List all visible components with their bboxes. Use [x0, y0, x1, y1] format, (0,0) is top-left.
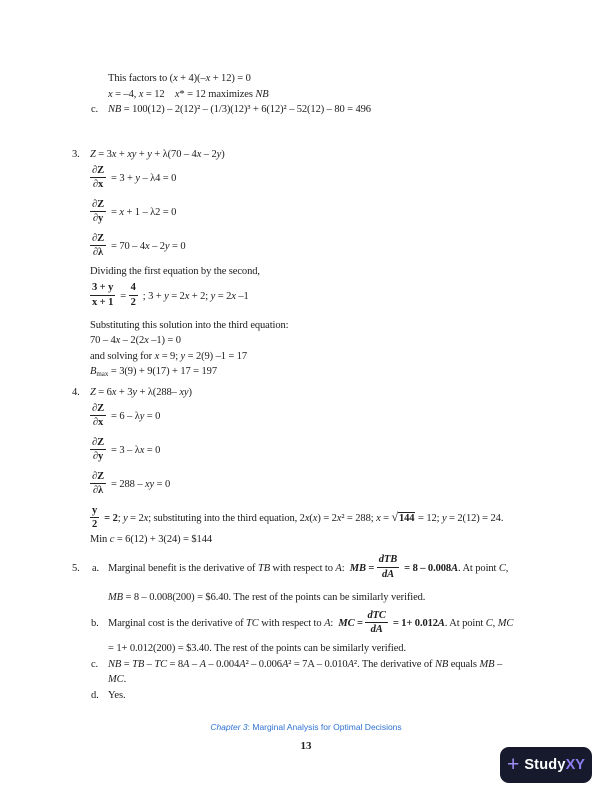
text-run: NB: [255, 88, 269, 100]
text-run: xy: [179, 386, 189, 398]
text-run: =: [404, 562, 413, 574]
text-run: x: [376, 513, 381, 524]
text-run: max: [96, 370, 109, 378]
fraction: $\frac{\partial Z}{\partial y}$: [92, 436, 104, 463]
text-run: ² = 288;: [341, 513, 377, 524]
text-run: ; 3 +: [142, 290, 165, 302]
text-run: y: [139, 411, 145, 422]
line-3-dzdx: [90, 162, 612, 196]
line-3-dzdy: [90, 196, 612, 230]
text-run: + 2;: [189, 290, 211, 302]
text-run: :: [341, 562, 350, 574]
line-4-solve: [90, 502, 612, 532]
fraction: $\frac{3 + y}{x + 1}$: [92, 282, 114, 308]
text-run: (: [309, 513, 313, 524]
text-run: = 0: [144, 411, 161, 422]
fraction: $\frac{\partial Z}{\partial x}$: [92, 164, 104, 191]
text-run: y: [147, 148, 152, 160]
footer-chapter-italic: Chapter 3: [210, 722, 248, 732]
text-run: :: [330, 618, 339, 629]
line-roots: [108, 87, 612, 103]
text-run: Marginal benefit is the derivative of: [108, 562, 258, 574]
text-run: +: [136, 148, 148, 160]
text-run: = 70 – 4: [111, 241, 145, 252]
line-4-dzdx: [90, 400, 612, 434]
text-run: = 6: [95, 386, 112, 398]
text-run: =: [120, 290, 129, 302]
text-run: =: [392, 618, 402, 629]
line-3: [72, 147, 612, 163]
line-3-dzdl: [90, 230, 612, 264]
line-5c: [91, 657, 612, 673]
line-3-bmax: [90, 364, 612, 383]
text-run: ; substituting into the third equation, 2: [148, 513, 305, 524]
text-run: Marginal cost is the derivative of: [108, 618, 247, 629]
text-run: A: [437, 618, 445, 629]
text-run: TB: [132, 658, 145, 670]
text-run: B: [90, 366, 97, 377]
text-run: = 0: [144, 445, 161, 456]
text-run: =: [121, 658, 133, 670]
text-run: ) = 2: [317, 513, 337, 524]
text-run: + 12) = 0: [210, 73, 251, 84]
text-run: y: [164, 290, 169, 302]
sqrt-expression: √144: [391, 510, 415, 524]
text-run: ,: [492, 618, 498, 629]
text-run: MB: [479, 658, 495, 670]
text-run: and solving for: [90, 350, 155, 362]
line-2c: [91, 102, 612, 118]
text-run: x: [205, 73, 211, 84]
logo-word-study: Study: [524, 757, 566, 773]
line-3-divide: [90, 264, 612, 280]
text-run: A: [324, 618, 331, 629]
text-run: = 8: [167, 658, 184, 670]
text-run: MC: [497, 618, 514, 629]
text-run: –: [189, 658, 200, 670]
text-run: = 3 +: [111, 173, 136, 184]
text-run: xy: [145, 479, 155, 490]
line-3-subst: [90, 318, 612, 334]
text-run: = 3: [95, 148, 112, 160]
line-5a: [72, 550, 612, 588]
text-run: c: [109, 534, 115, 545]
text-run: A: [281, 658, 289, 670]
text-run: –1: [235, 290, 249, 302]
text-run: A: [183, 658, 190, 670]
text-run: – 0.004: [205, 658, 240, 670]
text-run: A: [199, 658, 206, 670]
line-factors: [108, 71, 612, 87]
item-label: c.: [91, 658, 99, 670]
text-run: x: [144, 335, 149, 346]
text-run: = 1+ 0.012(200) = $3.40. The rest of the points can be similarly verified.: [108, 643, 406, 654]
text-run: y: [123, 513, 128, 524]
text-run: =: [380, 513, 392, 524]
text-run: y: [441, 513, 447, 524]
text-run: x: [174, 88, 180, 100]
text-run: x: [115, 335, 121, 346]
text-run: TB: [257, 562, 271, 574]
text-run: x: [111, 148, 117, 160]
text-run: 1+ 0.012: [401, 618, 438, 629]
text-run: – λ4 = 0: [139, 173, 177, 184]
text-run: + λ(288–: [136, 386, 180, 398]
text-run: = 6(12) + 3(24) = $144: [114, 534, 212, 545]
text-run: ² – 0.006: [245, 658, 282, 670]
text-run: NB: [108, 104, 122, 115]
text-run: x: [145, 241, 150, 252]
text-run: Yes.: [108, 689, 126, 701]
text-run: = 2(9) –1 = 17: [185, 350, 248, 362]
text-run: x: [304, 513, 310, 524]
text-run: x: [173, 73, 178, 84]
text-run: MC: [338, 618, 355, 629]
line-5b-cont: [108, 641, 612, 657]
item-label: 3.: [72, 148, 80, 160]
text-run: y: [132, 386, 137, 398]
text-run: TC: [154, 658, 168, 670]
item-label: c.: [91, 104, 99, 115]
text-run: = 8 – 0.008(200) = $6.40. The rest of the points can be similarly verified.: [122, 591, 426, 603]
text-run: – 2: [149, 241, 165, 252]
text-run: –: [144, 658, 155, 670]
plus-icon: +: [507, 752, 520, 776]
text-run: 70 – 4: [90, 335, 116, 346]
text-run: MB: [108, 591, 123, 603]
text-run: x: [184, 290, 190, 302]
text-run: xy: [127, 148, 137, 160]
text-run: = 3 – λ: [111, 445, 140, 456]
text-run: – 2(2: [120, 335, 145, 346]
fraction: $\frac{y}{2}$: [92, 504, 98, 531]
text-run: A: [335, 562, 342, 574]
text-run: Z: [90, 386, 96, 398]
text-run: ² = 7A – 0.010: [288, 658, 348, 670]
line-3-eq3: [90, 333, 612, 349]
footer-chapter-rest: : Marginal Analysis for Optimal Decisions: [247, 722, 402, 732]
text-run: MC: [108, 674, 124, 685]
text-run: x: [143, 513, 149, 524]
text-run: –1) = 0: [148, 335, 181, 346]
item-label: 5.: [72, 562, 80, 574]
text-run: +: [116, 148, 128, 160]
text-run: = 0: [154, 479, 171, 490]
text-run: = 2(12) = 24.: [446, 513, 504, 524]
text-run: x: [108, 88, 113, 100]
text-run: .: [123, 674, 127, 685]
text-run: = 12;: [415, 513, 442, 524]
text-run: y: [216, 148, 222, 160]
line-4-min: [90, 532, 612, 548]
text-run: x: [138, 88, 144, 100]
text-run: y: [180, 350, 186, 362]
fraction: $\frac{4}{2}$: [130, 282, 136, 308]
fraction: $\frac{\partial Z}{\partial y}$: [92, 198, 104, 225]
line-4-dzdy: [90, 434, 612, 468]
text-run: = –4,: [112, 88, 139, 100]
text-run: y: [164, 241, 170, 252]
text-run: = 2: [127, 513, 144, 524]
page-number: 13: [300, 740, 312, 752]
text-run: with respect to: [258, 618, 325, 629]
text-run: = 288 –: [111, 479, 145, 490]
text-run: with respect to: [270, 562, 336, 574]
text-run: x: [336, 513, 342, 524]
text-run: = 12: [143, 88, 175, 100]
line-5d: [91, 688, 612, 704]
text-run: y: [135, 173, 140, 184]
text-run: = 6 – λ: [111, 411, 140, 422]
text-run: A: [239, 658, 246, 670]
text-run: x: [196, 148, 202, 160]
text-run: x: [312, 513, 318, 524]
item-label: b.: [91, 618, 99, 629]
text-run: = 0: [169, 241, 186, 252]
text-run: = 9;: [159, 350, 181, 362]
text-run: ². The derivative of: [353, 658, 435, 670]
text-run: TC: [246, 618, 259, 629]
text-run: 8 – 0.008: [412, 562, 452, 574]
text-run: NB: [434, 658, 449, 670]
text-run: x: [139, 445, 145, 456]
text-run: A: [451, 562, 458, 574]
text-run: C: [485, 618, 493, 629]
line-3-solve: [90, 349, 612, 365]
text-run: Substituting this solution into the third equation:: [90, 319, 289, 331]
text-run: + 1 – λ2 = 0: [123, 207, 177, 218]
item-label: d.: [91, 689, 99, 701]
line-4: [72, 385, 612, 401]
text-run: MB: [349, 562, 366, 574]
text-run: Dividing the first equation by the second,: [90, 266, 260, 277]
text-run: – 2: [201, 148, 217, 160]
text-run: ;: [117, 513, 124, 524]
text-run: Min: [90, 534, 110, 545]
text-run: ): [188, 386, 192, 398]
logo-word-xy: XY: [565, 757, 585, 773]
text-run: Z: [90, 148, 96, 160]
text-run: + 4)(–: [177, 73, 206, 84]
text-run: y: [210, 290, 216, 302]
text-run: =: [111, 207, 120, 218]
fraction: $\frac{\text{dTC}}{dA}$: [367, 609, 386, 636]
text-run: C: [498, 562, 506, 574]
text-run: x: [154, 350, 160, 362]
text-run: NB: [108, 658, 122, 670]
line-5a-cont: [108, 590, 612, 606]
text-run: = 2: [104, 513, 118, 524]
line-5b: [91, 605, 612, 643]
text-run: + λ(70 – 4: [151, 148, 197, 160]
text-run: x: [231, 290, 236, 302]
line-5c-cont: [108, 672, 612, 688]
line-3-ratio: [90, 280, 612, 314]
item-label: 4.: [72, 386, 80, 398]
text-run: * = 12 maximizes: [179, 88, 256, 100]
text-run: = 2: [168, 290, 185, 302]
text-run: equals: [448, 658, 480, 670]
text-run: This factors to (: [108, 73, 174, 84]
footer-chapter: [0, 722, 612, 732]
item-label: a.: [92, 562, 100, 574]
text-run: x: [119, 207, 124, 218]
text-run: A: [347, 658, 354, 670]
text-run: x: [111, 386, 117, 398]
text-run: ,: [505, 562, 509, 574]
text-run: + 3: [116, 386, 133, 398]
line-4-dzdl: [90, 468, 612, 502]
studyxy-logo[interactable]: [500, 747, 592, 783]
text-run: = 2: [215, 290, 232, 302]
text-run: =: [354, 618, 366, 629]
fraction: $\frac{\partial Z}{\partial x}$: [92, 402, 104, 429]
text-run: –: [494, 658, 503, 670]
text-run: = 3(9) + 9(17) + 17 = 197: [108, 366, 217, 377]
fraction: $\frac{\text{dTB}}{dA}$: [378, 554, 398, 580]
text-run: . At point: [457, 562, 499, 574]
text-run: = 100(12) – 2(12)² – (1/3)(12)³ + 6(12)² – 52(12) – 80 = 496: [121, 104, 371, 115]
text-run: =: [365, 562, 377, 574]
fraction: $\frac{\partial Z}{\partial\lambda}$: [92, 470, 104, 497]
fraction: $\frac{\partial Z}{\partial\lambda}$: [92, 232, 104, 259]
text-run: ): [221, 148, 225, 160]
text-run: . At point: [444, 618, 486, 629]
